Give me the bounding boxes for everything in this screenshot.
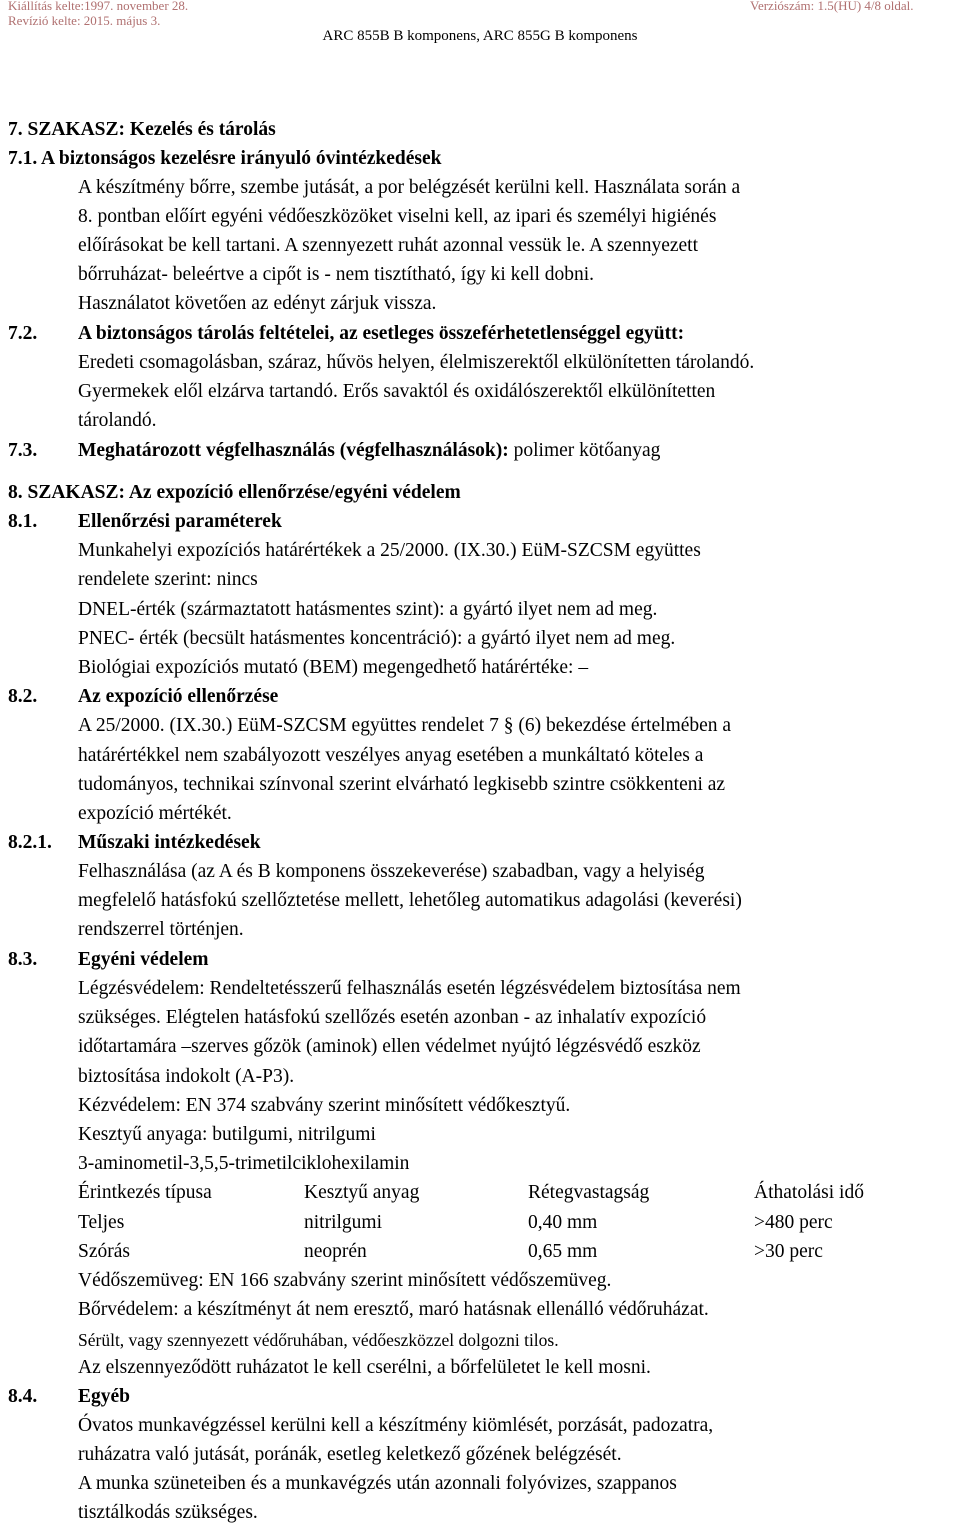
section-8-3-title: Egyéni védelem xyxy=(78,949,209,970)
section-7-2-number: 7.2. xyxy=(8,323,38,344)
product-name: ARC 855B B komponens, ARC 855G B komponens xyxy=(322,28,638,44)
section-8-4-title: Egyéb xyxy=(78,1386,131,1407)
section-8-2-title: Az expozíció ellenőrzése xyxy=(78,686,279,707)
section-8-2-1-line: rendszerrel történjen. xyxy=(78,919,244,940)
glove-table-cell: 0,65 mm xyxy=(528,1241,598,1262)
glove-table-header: Kesztyű anyag xyxy=(304,1182,420,1203)
glove-table-cell: Teljes xyxy=(78,1212,125,1233)
section-8-1-title: Ellenőrzési paraméterek xyxy=(78,511,282,532)
section-7-3-title: Meghatározott végfelhasználás (végfelhasználások): xyxy=(78,440,509,461)
section-8-2-line: tudományos, technikai színvonal szerint elvárható legkisebb szintre csökkenteni az xyxy=(78,774,726,795)
glove-table-header: Áthatolási idő xyxy=(754,1182,864,1203)
section-7-3-value: polimer kötőanyag xyxy=(513,440,661,461)
section-8-3-line: 3-aminometil-3,5,5-trimetilciklohexilamin xyxy=(78,1153,410,1174)
section-8-3-line: biztosítása indokolt (A-P3). xyxy=(78,1066,295,1087)
section-8-2-number: 8.2. xyxy=(8,686,38,707)
section-8-1-line: Munkahelyi expozíciós határértékek a 25/2000. (IX.30.) EüM-SZCSM együttes xyxy=(78,540,701,561)
glove-table-cell: 0,40 mm xyxy=(528,1212,598,1233)
section-7-1-line: bőrruházat- beleértve a cipőt is - nem tisztítható, így ki kell dobni. xyxy=(78,264,595,285)
section-8-4-line: ruházatra való jutását, poránák, esetleg keletkező gőzének belégzését. xyxy=(78,1444,622,1465)
section-7-title: 7. SZAKASZ: Kezelés és tárolás xyxy=(8,119,276,140)
section-8-2-line: határértékkel nem szabályozott veszélyes anyag esetében a munkáltató köteles a xyxy=(78,745,704,766)
section-8-3-after-line: Sérült, vagy szennyezett védőruhában, védőeszközzel dolgozni tilos. xyxy=(78,1330,559,1350)
section-7-1-title: 7.1. A biztonságos kezelésre irányuló óvintézkedések xyxy=(8,148,442,169)
section-8-2-1-line: megfelelő hatásfokú szellőztetése mellett, lehetőleg automatikus adagolási (keverési) xyxy=(78,890,742,911)
section-8-3-line: Kesztyű anyaga: butilgumi, nitrilgumi xyxy=(78,1124,376,1145)
section-7-1-line: 8. pontban előírt egyéni védőeszközöket viselni kell, az ipari és személyi higiénés xyxy=(78,206,717,227)
glove-table-cell: neoprén xyxy=(304,1241,367,1262)
glove-table-cell: >30 perc xyxy=(754,1241,823,1262)
glove-table-cell: Szórás xyxy=(78,1241,130,1262)
glove-table-cell: nitrilgumi xyxy=(304,1212,382,1233)
section-8-3-line: Légzésvédelem: Rendeltetésszerű felhasználás esetén légzésvédelem biztosítása nem xyxy=(78,978,741,999)
glove-table-header: Érintkezés típusa xyxy=(78,1182,212,1203)
issue-date: Kiállítás kelte:1997. november 28. xyxy=(8,0,189,13)
section-8-1-line: Biológiai expozíciós mutató (BEM) megengedhető határértéke: – xyxy=(78,657,589,678)
section-8-4-line: A munka szüneteiben és a munkavégzés után azonnali folyóvizes, szappanos xyxy=(78,1473,677,1494)
section-8-4-line: tisztálkodás szükséges. xyxy=(78,1502,258,1523)
section-8-3-after-line: Az elszennyeződött ruházatot le kell cserélni, a bőrfelületet le kell mosni. xyxy=(78,1357,651,1378)
section-7-2-line: Eredeti csomagolásban, száraz, hűvös helyen, élelmiszerektől elkülönítetten tárolandó. xyxy=(78,352,755,373)
glove-table-header: Rétegvastagság xyxy=(528,1182,650,1203)
section-7-2-title: A biztonságos tárolás feltételei, az esetleges összeférhetetlenséggel együtt: xyxy=(78,323,685,344)
section-7-3-line xyxy=(78,439,660,463)
section-8-1-line: rendelete szerint: nincs xyxy=(78,569,258,590)
section-8-2-line: A 25/2000. (IX.30.) EüM-SZCSM együttes rendelet 7 § (6) bekezdése értelmében a xyxy=(78,715,732,736)
section-7-1-line: Használatot követően az edényt zárjuk vissza. xyxy=(78,293,437,314)
section-8-2-1-title: Műszaki intézkedések xyxy=(78,832,261,853)
section-8-2-line: expozíció mértékét. xyxy=(78,803,232,824)
section-7-2-line: Gyermekek elől elzárva tartandó. Erős savaktól és oxidálószerektől elkülönítetten xyxy=(78,381,716,402)
revision-date: Revízió kelte: 2015. május 3. xyxy=(8,13,161,28)
version-page: Verziószám: 1.5(HU) 4/8 oldal. xyxy=(750,0,914,13)
section-8-2-1-number: 8.2.1. xyxy=(8,832,52,853)
section-8-3-number: 8.3. xyxy=(8,949,38,970)
section-8-3-line: Kézvédelem: EN 374 szabvány szerint minősített védőkesztyű. xyxy=(78,1095,571,1116)
section-8-1-number: 8.1. xyxy=(8,511,38,532)
section-7-1-line: előírásokat be kell tartani. A szennyezett ruhát azonnal vessük le. A szennyezett xyxy=(78,235,698,256)
section-8-4-number: 8.4. xyxy=(8,1386,38,1407)
section-8-1-line: PNEC- érték (becsült hatásmentes koncentráció): a gyártó ilyet nem ad meg. xyxy=(78,628,676,649)
section-7-3-number: 7.3. xyxy=(8,440,38,461)
section-8-3-line: szükséges. Elégtelen hatásfokú szellőzés esetén azonban - az inhalatív expozíció xyxy=(78,1007,707,1028)
glove-table-cell: >480 perc xyxy=(754,1212,833,1233)
section-8-1-line: DNEL-érték (származtatott hatásmentes szint): a gyártó ilyet nem ad meg. xyxy=(78,599,658,620)
section-8-2-1-line: Felhasználása (az A és B komponens összekeverése) szabadban, vagy a helyiség xyxy=(78,861,705,882)
section-8-4-line: Óvatos munkavégzéssel kerülni kell a készítmény kiömlését, porzását, padozatra, xyxy=(78,1415,714,1436)
section-8-title: 8. SZAKASZ: Az expozíció ellenőrzése/egyéni védelem xyxy=(8,482,461,503)
section-7-1-line: A készítmény bőrre, szembe jutását, a por belégzését kerülni kell. Használata során a xyxy=(78,177,741,198)
section-8-3-after-line: Védőszemüveg: EN 166 szabvány szerint minősített védőszemüveg. xyxy=(78,1270,612,1291)
section-8-3-after-line: Bőrvédelem: a készítményt át nem eresztő, maró hatásnak ellenálló védőruházat. xyxy=(78,1299,709,1320)
section-7-2-line: tárolandó. xyxy=(78,410,157,431)
section-8-3-line: időtartamára –szerves gőzök (aminok) ellen védelmet nyújtó légzésvédő eszköz xyxy=(78,1036,701,1057)
